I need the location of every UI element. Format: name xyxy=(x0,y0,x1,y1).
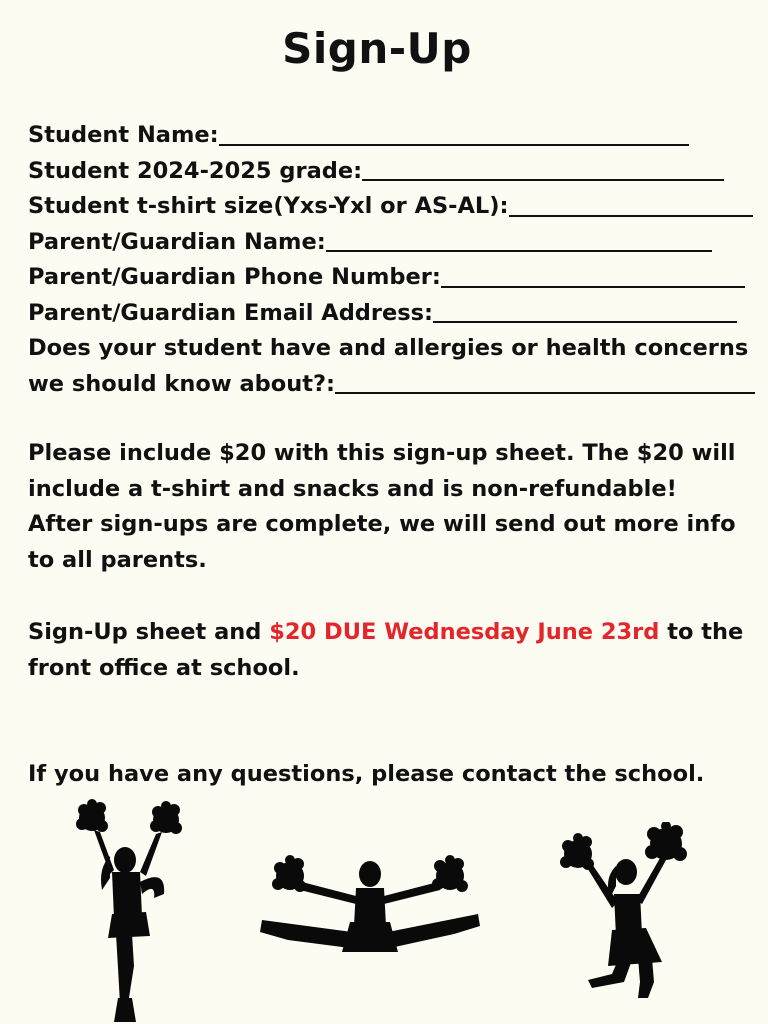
parent-email-label: Parent/Guardian Email Address: xyxy=(28,299,434,326)
student-grade-blank[interactable] xyxy=(362,179,724,181)
fee-paragraph: Please include $20 with this sign-up sheet. The $20 will include a t-shirt and snacks and is non-refundable! After sign-ups are complete, we will send out more info to all parents. xyxy=(28,440,736,573)
allergies-field[interactable] xyxy=(28,367,756,403)
parent-name-label: Parent/Guardian Name: xyxy=(28,228,326,255)
student-name-field[interactable] xyxy=(28,118,756,154)
cheerleader-silhouette xyxy=(258,852,482,972)
parent-name-field[interactable] xyxy=(28,225,756,261)
page-title: Sign-Up xyxy=(282,24,472,73)
cheerleader-silhouette xyxy=(70,798,190,1024)
due-text-after: to the front office at school. xyxy=(28,619,744,681)
cheerleader-v-jump-icon xyxy=(552,822,694,1002)
parent-phone-label: Parent/Guardian Phone Number: xyxy=(28,264,441,290)
cheerleader-standing-icon xyxy=(70,798,190,1024)
student-name-label: Student Name: xyxy=(28,122,219,148)
contact-paragraph: If you have any questions, please contact the school. xyxy=(28,761,705,787)
tshirt-size-field[interactable] xyxy=(28,189,756,225)
allergies-question-label: Does your student have and allergies or health concerns xyxy=(28,335,749,361)
parent-phone-field[interactable] xyxy=(28,260,756,296)
student-grade-field[interactable] xyxy=(28,154,756,190)
allergies-label: we should know about?: xyxy=(28,370,336,397)
parent-name-blank[interactable] xyxy=(326,250,712,252)
parent-phone-blank[interactable] xyxy=(441,286,745,288)
due-paragraph xyxy=(28,615,748,686)
cheerleader-silhouette xyxy=(552,822,694,1002)
due-date-highlight: $20 DUE Wednesday June 23rd xyxy=(269,619,660,645)
tshirt-size-label: Student t-shirt size(Yxs-Yxl or AS-AL): xyxy=(28,193,509,219)
student-name-blank[interactable] xyxy=(219,144,689,146)
parent-email-field[interactable] xyxy=(28,296,756,332)
cheerleader-jump-icon xyxy=(258,852,482,972)
parent-email-blank[interactable] xyxy=(433,321,737,323)
signup-form xyxy=(28,118,756,402)
student-grade-label: Student 2024-2025 grade: xyxy=(28,157,363,184)
due-text-before: Sign-Up sheet and xyxy=(28,619,270,645)
tshirt-size-blank[interactable] xyxy=(509,215,753,217)
allergies-question-line xyxy=(28,331,756,367)
allergies-blank[interactable] xyxy=(335,392,755,394)
